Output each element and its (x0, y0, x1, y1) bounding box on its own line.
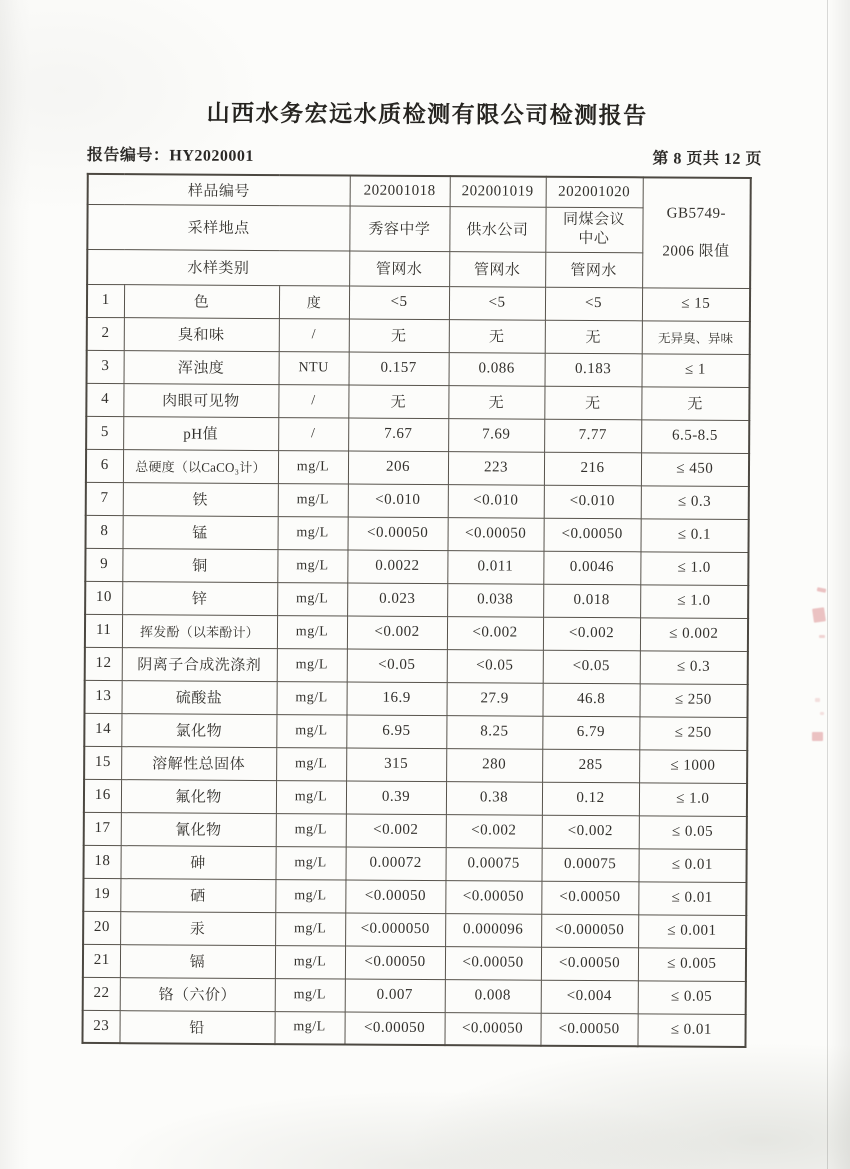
sample1-value: 206 (348, 451, 448, 485)
sample1-value: 0.39 (346, 781, 446, 815)
limit-value: 无 (641, 386, 749, 420)
header-label-water-type: 水样类别 (87, 249, 349, 286)
table-row (82, 1010, 745, 1047)
sample1-value: <0.010 (348, 484, 448, 518)
parameter-unit: mg/L (277, 549, 347, 582)
parameter-unit: mg/L (277, 648, 347, 681)
results-body (82, 284, 750, 1047)
table-row (86, 482, 749, 519)
parameter-name: 锰 (123, 515, 278, 549)
table-row (84, 713, 747, 750)
parameter-name: 砷 (120, 845, 275, 879)
parameter-name: 溶解性总固体 (121, 746, 276, 780)
limit-value: ≤ 250 (640, 683, 748, 717)
row-number: 14 (84, 713, 121, 746)
table-row (85, 548, 748, 585)
sample3-value: 7.77 (544, 419, 641, 453)
sample1-value: 无 (349, 319, 449, 353)
parameter-name: 铁 (123, 482, 278, 516)
sample3-value: 0.183 (545, 353, 642, 387)
table-row (84, 680, 747, 717)
table-row (86, 515, 749, 552)
sample1-value: 0.0022 (347, 550, 447, 584)
parameter-unit: mg/L (275, 912, 345, 945)
paper-edge (827, 0, 828, 1169)
report-meta-row (87, 142, 762, 169)
limit-value: ≤ 0.005 (638, 947, 746, 981)
parameter-name: 色 (124, 284, 279, 318)
row-number: 11 (85, 614, 122, 647)
parameter-name: 氟化物 (121, 779, 276, 813)
sample2-value: 0.000096 (445, 913, 541, 947)
parameter-unit: mg/L (276, 714, 346, 747)
sample3-value: <0.002 (542, 815, 639, 849)
sample1-value: <0.000050 (345, 913, 445, 947)
sample1-value: <0.05 (347, 649, 447, 683)
sample2-value: 8.25 (446, 715, 542, 749)
sample3-value: 0.0046 (543, 551, 640, 585)
parameter-unit: mg/L (275, 879, 345, 912)
sample2-value: <0.010 (448, 484, 544, 518)
sampling-location-2: 供水公司 (449, 206, 545, 252)
row-number: 1 (87, 284, 124, 317)
parameter-name: pH值 (123, 416, 278, 450)
parameter-unit: / (278, 417, 348, 450)
limit-value: ≤ 0.01 (637, 1013, 745, 1047)
limit-value: ≤ 0.001 (638, 914, 746, 948)
sample1-value: <0.002 (347, 616, 447, 650)
row-number: 3 (87, 350, 124, 383)
table-row (86, 449, 749, 486)
parameter-unit: mg/L (275, 978, 345, 1011)
sample1-value: 7.67 (348, 418, 448, 452)
sample3-value: <0.05 (543, 650, 640, 684)
row-number: 13 (84, 680, 121, 713)
limit-value: 无异臭、异味 (642, 320, 750, 354)
limit-column-header: GB5749- 2006 限值 (642, 177, 751, 288)
table-row (87, 317, 750, 354)
limit-value: ≤ 0.1 (641, 518, 749, 552)
parameter-name: 汞 (120, 911, 275, 945)
parameter-unit: mg/L (277, 582, 347, 615)
report-number-label: 报告编号： (86, 146, 170, 165)
sample1-value: 无 (348, 385, 448, 419)
row-number: 10 (85, 581, 122, 614)
parameter-unit: mg/L (277, 615, 347, 648)
sample3-value: 无 (544, 386, 641, 420)
sample1-value: 315 (346, 748, 446, 782)
row-number: 7 (86, 482, 123, 515)
row-number: 4 (86, 383, 123, 416)
row-number: 2 (87, 317, 124, 350)
sample3-value: <0.00050 (540, 1013, 637, 1047)
sampling-location-3: 同煤会议 中心 (545, 207, 642, 253)
sample3-value: 0.00075 (541, 848, 638, 882)
limit-value: ≤ 0.05 (638, 980, 746, 1014)
limit-value: ≤ 1.0 (639, 782, 747, 816)
row-number: 22 (83, 977, 120, 1010)
row-number: 21 (83, 944, 120, 977)
row-number: 19 (83, 878, 120, 911)
parameter-name: 浑浊度 (124, 350, 279, 384)
table-row (84, 746, 747, 783)
parameter-unit: 度 (279, 285, 349, 318)
table-header (87, 174, 751, 288)
parameter-name: 挥发酚（以苯酚计） (122, 614, 277, 648)
limit-value: ≤ 0.002 (640, 617, 748, 651)
limit-value: 6.5-8.5 (641, 419, 749, 453)
row-number: 8 (86, 515, 123, 548)
sample2-value: 27.9 (447, 682, 543, 716)
report-number (87, 142, 254, 166)
sample1-value: 0.023 (347, 583, 447, 617)
row-number: 15 (84, 746, 121, 779)
sample1-value: 6.95 (346, 715, 446, 749)
limit-value: ≤ 0.05 (639, 815, 747, 849)
parameter-unit: mg/L (278, 483, 348, 516)
parameter-name: 硒 (120, 878, 275, 912)
sample1-value: <0.00050 (344, 1012, 444, 1046)
parameter-unit: mg/L (278, 450, 348, 483)
sample3-value: <0.000050 (541, 914, 638, 948)
sample3-value: <0.00050 (541, 947, 638, 981)
sample2-value: 0.038 (447, 583, 543, 617)
sample2-value: <0.002 (447, 616, 543, 650)
sample1-value: 16.9 (347, 682, 447, 716)
parameter-name: 氯化物 (121, 713, 276, 747)
table-row (85, 581, 748, 618)
table-row (87, 284, 750, 321)
limit-value: ≤ 15 (642, 287, 750, 321)
sample3-value: 285 (542, 749, 639, 783)
parameter-unit: NTU (279, 351, 349, 384)
sample3-value: <5 (545, 287, 642, 321)
sample3-value: <0.00050 (544, 518, 641, 552)
sample1-value: <0.00050 (345, 946, 445, 980)
limit-value: ≤ 1.0 (640, 551, 748, 585)
parameter-unit: mg/L (277, 516, 347, 549)
table-row (86, 383, 749, 420)
sample1-value: 0.157 (349, 352, 449, 386)
row-number: 20 (83, 911, 120, 944)
limit-value: ≤ 1000 (639, 749, 747, 783)
sample3-value: <0.00050 (541, 881, 638, 915)
row-number: 18 (83, 845, 120, 878)
sample2-value: <0.05 (447, 649, 543, 683)
parameter-unit: mg/L (275, 846, 345, 879)
sample3-value: 46.8 (543, 683, 640, 717)
sample3-value: 0.018 (543, 584, 640, 618)
sample2-value: 0.011 (447, 550, 543, 584)
header-label-sample-id: 样品编号 (88, 174, 350, 206)
sample2-value: 无 (448, 385, 544, 419)
sample2-value: 0.008 (445, 979, 541, 1013)
sample2-value: 223 (448, 451, 544, 485)
page-title: 山西水务宏远水质检测有限公司检测报告 (206, 100, 648, 129)
sample1-value: <0.002 (346, 814, 446, 848)
row-number: 6 (86, 449, 123, 482)
sampling-location-1: 秀容中学 (349, 206, 449, 252)
parameter-unit: mg/L (274, 1011, 344, 1044)
sample3-value: <0.002 (543, 617, 640, 651)
parameter-name: 铜 (122, 548, 277, 582)
sample2-value: <0.002 (446, 814, 542, 848)
sample2-value: 0.00075 (445, 847, 541, 881)
water-quality-results-table (81, 173, 751, 1048)
sample2-value: <0.00050 (445, 946, 541, 980)
parameter-unit: mg/L (275, 945, 345, 978)
table-row (87, 350, 750, 387)
parameter-unit: / (279, 318, 349, 351)
parameter-name: 氰化物 (121, 812, 276, 846)
sample2-value: 无 (449, 319, 545, 353)
parameter-name: 镉 (120, 944, 275, 978)
table-row (83, 878, 746, 915)
parameter-unit: / (278, 384, 348, 417)
limit-value: ≤ 0.01 (638, 848, 746, 882)
water-type-3: 管网水 (545, 252, 642, 288)
parameter-name: 臭和味 (124, 317, 279, 351)
table-row (86, 416, 749, 453)
parameter-unit: mg/L (276, 813, 346, 846)
limit-value: ≤ 1 (642, 353, 750, 387)
parameter-unit: mg/L (276, 681, 346, 714)
limit-value: ≤ 250 (639, 716, 747, 750)
table-row (84, 812, 747, 849)
sample1-value: 0.007 (345, 979, 445, 1013)
parameter-unit: mg/L (276, 780, 346, 813)
row-number: 23 (82, 1010, 119, 1043)
parameter-name: 铬（六价） (120, 977, 275, 1011)
sample2-value: <0.00050 (445, 880, 541, 914)
sample3-value: 无 (545, 320, 642, 354)
table-row (84, 779, 747, 816)
header-label-location: 采样地点 (87, 204, 349, 251)
limit-value: ≤ 0.01 (638, 881, 746, 915)
sample1-value: 0.00072 (345, 847, 445, 881)
table-row (85, 647, 748, 684)
limit-value: ≤ 0.3 (640, 650, 748, 684)
water-type-2: 管网水 (449, 251, 545, 287)
sample2-value: <5 (449, 286, 545, 320)
parameter-name: 铅 (119, 1010, 274, 1044)
table-row (85, 614, 748, 651)
header-row-sample-id (88, 174, 751, 208)
sample3-value: 6.79 (542, 716, 639, 750)
sample1-value: <5 (349, 286, 449, 320)
sample3-value: <0.010 (544, 485, 641, 519)
parameter-name: 肉眼可见物 (123, 383, 278, 417)
parameter-name: 阴离子合成洗涤剂 (122, 647, 277, 681)
table-row (83, 944, 746, 981)
parameter-name: 硫酸盐 (121, 680, 276, 714)
table-row (83, 911, 746, 948)
parameter-unit: mg/L (276, 747, 346, 780)
row-number: 5 (86, 416, 123, 449)
row-number: 17 (84, 812, 121, 845)
sample3-value: 216 (544, 452, 641, 486)
sample3-value: 0.12 (542, 782, 639, 816)
sample2-value: 280 (446, 748, 542, 782)
sample-id-2: 202001019 (450, 176, 546, 207)
sample3-value: <0.004 (541, 980, 638, 1014)
sample2-value: 7.69 (448, 418, 544, 452)
table-row (83, 845, 746, 882)
sample-id-3: 202001020 (546, 177, 643, 208)
row-number: 9 (85, 548, 122, 581)
parameter-name: 锌 (122, 581, 277, 615)
limit-value: ≤ 0.3 (641, 485, 749, 519)
limit-value: ≤ 450 (641, 452, 749, 486)
limit-value: ≤ 1.0 (640, 584, 748, 618)
sample-id-1: 202001018 (350, 176, 450, 207)
page-indicator: 第 8 页共 12 页 (652, 150, 762, 169)
sample1-value: <0.00050 (348, 517, 448, 551)
table-row (83, 977, 746, 1014)
sample2-value: <0.00050 (448, 517, 544, 551)
sample1-value: <0.00050 (345, 880, 445, 914)
parameter-name: 总硬度（以CaCO₃计） (123, 449, 278, 483)
report-number-value: HY2020001 (169, 147, 254, 165)
sample2-value: 0.086 (449, 352, 545, 386)
row-number: 12 (85, 647, 122, 680)
row-number: 16 (84, 779, 121, 812)
sample2-value: <0.00050 (444, 1012, 540, 1046)
water-type-1: 管网水 (349, 251, 449, 287)
sample2-value: 0.38 (446, 781, 542, 815)
